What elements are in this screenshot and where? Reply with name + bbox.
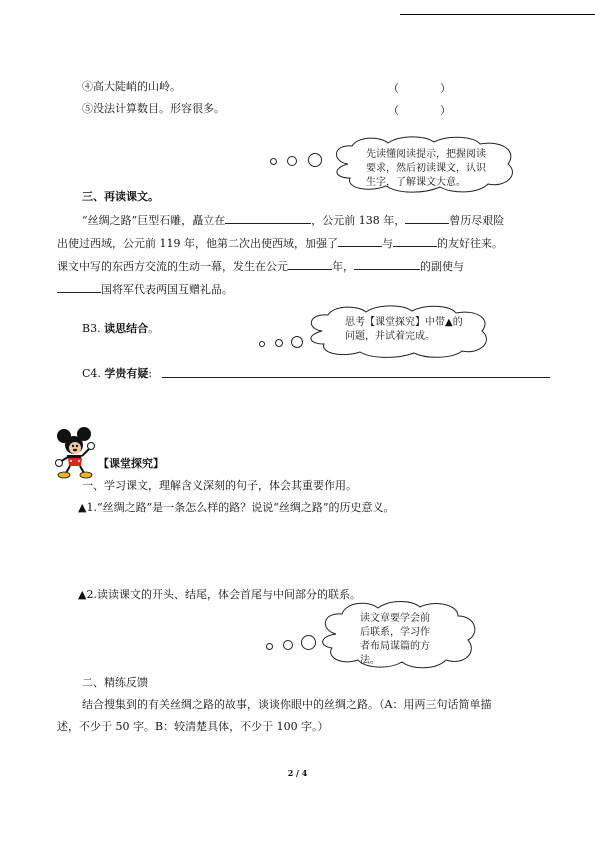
thought-bubble-medium <box>283 640 293 650</box>
thought-bubble-medium <box>287 156 297 166</box>
c4-prefix: C4. <box>82 367 101 380</box>
c4-suffix: : <box>148 367 153 380</box>
fill-blank[interactable] <box>338 235 382 247</box>
text: 的副使与 <box>420 260 464 273</box>
section-3-line-1 <box>82 212 504 228</box>
section-3-line-3 <box>57 258 464 274</box>
section-3-line-2 <box>57 235 503 251</box>
text: 与 <box>382 237 393 250</box>
answer-paren-4-close: ） <box>440 82 451 95</box>
question-4: ④高大陡峭的山岭。 <box>82 80 181 93</box>
explore-question-2: ▲2.读读课文的开头、结尾，体会首尾与中间部分的联系。 <box>78 588 361 601</box>
cloud-3-text: 读文章要学会前后联系，学习作者布局谋篇的方法。 <box>360 613 430 666</box>
fill-blank[interactable] <box>288 258 332 270</box>
explore-title: 【课堂探究】 <box>98 457 164 470</box>
thought-bubble-large <box>301 635 316 650</box>
thought-bubble-large <box>291 336 303 348</box>
answer-paren-4-open: （ <box>388 82 399 95</box>
mickey-mouse-icon <box>54 428 98 480</box>
cloud-1-text: 先读懂阅读提示，把握阅读要求，然后初读课文，认识生字，了解课文大意。 <box>366 149 486 188</box>
cloud-2-text: 思考【课堂探究】中带▲的问题，并试着完成。 <box>345 317 463 342</box>
c4-title: 学贵有疑 <box>104 367 149 380</box>
text: 的友好往来。 <box>437 237 503 250</box>
b3-title: 读思结合 <box>104 322 149 335</box>
explore-step-1: 一、学习课文，理解含义深刻的句子，体会其重要作用。 <box>82 479 357 492</box>
fill-blank[interactable] <box>393 235 437 247</box>
feedback-line-1: 结合搜集到的有关丝绸之路的故事，谈谈你眼中的丝绸之路。（A：用两三句话简单描 <box>82 698 492 711</box>
thought-bubble-small <box>259 341 265 347</box>
text: “丝绸之路”巨型石雕，矗立在 <box>82 214 226 227</box>
fill-blank[interactable] <box>405 212 449 224</box>
thought-bubble-medium <box>275 339 283 347</box>
text: 出使过西域，公元前 119 年，他第二次出使西域，加强了 <box>57 237 338 250</box>
b3-prefix: B3. <box>82 322 101 335</box>
page-number: 2 / 4 <box>287 768 308 778</box>
section-3-title: 三、再读课文。 <box>82 190 159 203</box>
answer-paren-5-open: （ <box>388 104 399 117</box>
thought-bubble-large <box>308 153 322 167</box>
answer-paren-5-close: ） <box>440 104 451 117</box>
fill-blank[interactable] <box>225 212 311 224</box>
fill-blank[interactable] <box>57 281 101 293</box>
fill-blank[interactable] <box>354 258 420 270</box>
explore-question-1: ▲1.“丝绸之路”是一条怎么样的路？说说“丝绸之路”的历史意义。 <box>78 501 395 514</box>
c4-heading <box>82 367 152 381</box>
c4-answer-line[interactable] <box>162 377 550 378</box>
text: 国将军代表两国互赠礼品。 <box>101 283 233 296</box>
thought-bubble-small <box>270 158 277 165</box>
b3-suffix: 。 <box>148 322 160 335</box>
header-rule <box>400 14 595 15</box>
b3-heading <box>82 322 159 336</box>
question-5: ⑤没法计算数目。形容很多。 <box>82 102 225 115</box>
section-3-line-4 <box>57 281 233 297</box>
feedback-title: 二、精练反馈 <box>82 676 148 689</box>
feedback-line-2: 述，不少于 50 字。B：较清楚具体，不少于 100 字。） <box>57 720 329 733</box>
text: 曾历尽艰险 <box>449 214 505 227</box>
thought-bubble-small <box>266 643 273 650</box>
text: 年， <box>332 260 354 273</box>
text: ，公元前 138 年， <box>311 214 406 227</box>
text: 课文中写的东西方交流的生动一幕，发生在公元 <box>57 260 288 273</box>
